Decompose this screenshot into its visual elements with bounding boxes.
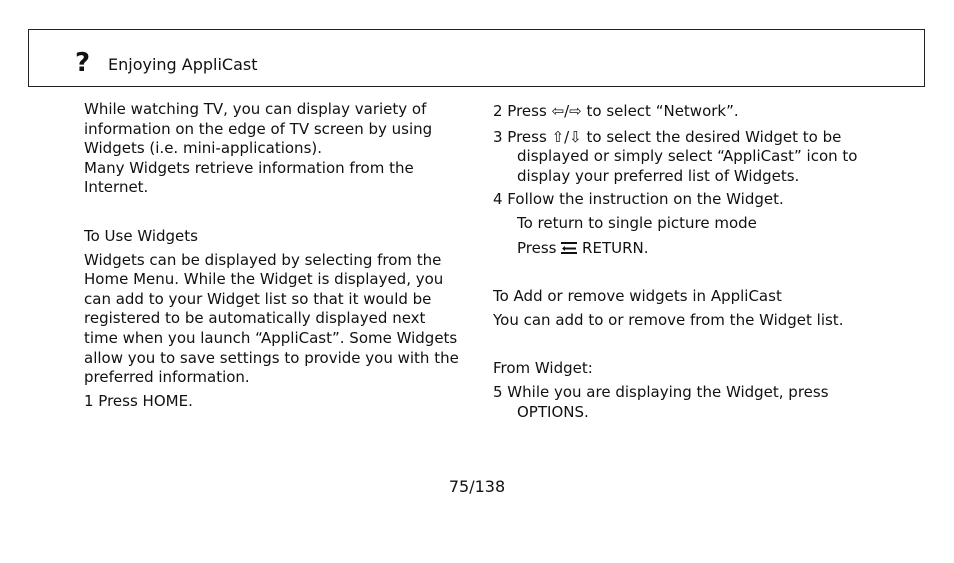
step-5: 5 While you are displaying the Widget, press OPTIONS. (493, 382, 829, 421)
step-3 (493, 128, 873, 187)
up-down-arrows-icon: ⇧/⇩ (551, 127, 582, 146)
return-press-text: Press (517, 238, 557, 257)
section-heading-use-widgets: To Use Widgets (84, 226, 198, 245)
step-3-prefix: 3 Press (493, 127, 552, 146)
return-label: RETURN. (582, 238, 649, 257)
page-title: Enjoying AppliCast (108, 55, 258, 74)
page-number: 75/138 (448, 477, 506, 496)
from-widget-heading: From Widget: (493, 359, 593, 378)
intro-paragraph-2: Many Widgets retrieve information from the Internet. (84, 158, 414, 197)
intro-paragraph: While watching TV, you can display variety of information on the edge of TV screen by using Widgets (i.e. mini-applications). (84, 100, 433, 158)
left-column (84, 100, 464, 411)
return-instruction (493, 239, 873, 259)
step-4: 4 Follow the instruction on the Widget. (493, 190, 784, 209)
return-note: To return to single picture mode (517, 213, 757, 232)
left-right-arrows-icon: ⇦/⇨ (551, 102, 582, 120)
step-3-suffix: to select the desired Widget to be displayed or simply select “AppliCast” icon to display your preferred list of Widgets. (517, 127, 858, 185)
section-body-use-widgets: Widgets can be displayed by selecting from the Home Menu. While the Widget is displayed, you can add to your Widget list so that it would be registered to be automatically displayed next time when you launch “AppliCast”. Some Widgets allow you to save settings to provide you with the preferred information. (84, 250, 459, 387)
step-1: 1 Press HOME. (84, 391, 193, 410)
step-2-suffix: to select “Network”. (581, 102, 739, 120)
page-header (28, 29, 925, 87)
step-2-prefix: 2 Press (493, 102, 552, 120)
add-remove-heading: To Add or remove widgets in AppliCast (493, 287, 782, 306)
step-2 (493, 102, 873, 122)
add-remove-body: You can add to or remove from the Widget list. (493, 310, 844, 329)
question-mark-icon: ? (75, 48, 91, 78)
right-column (493, 100, 873, 422)
return-icon (561, 242, 577, 254)
